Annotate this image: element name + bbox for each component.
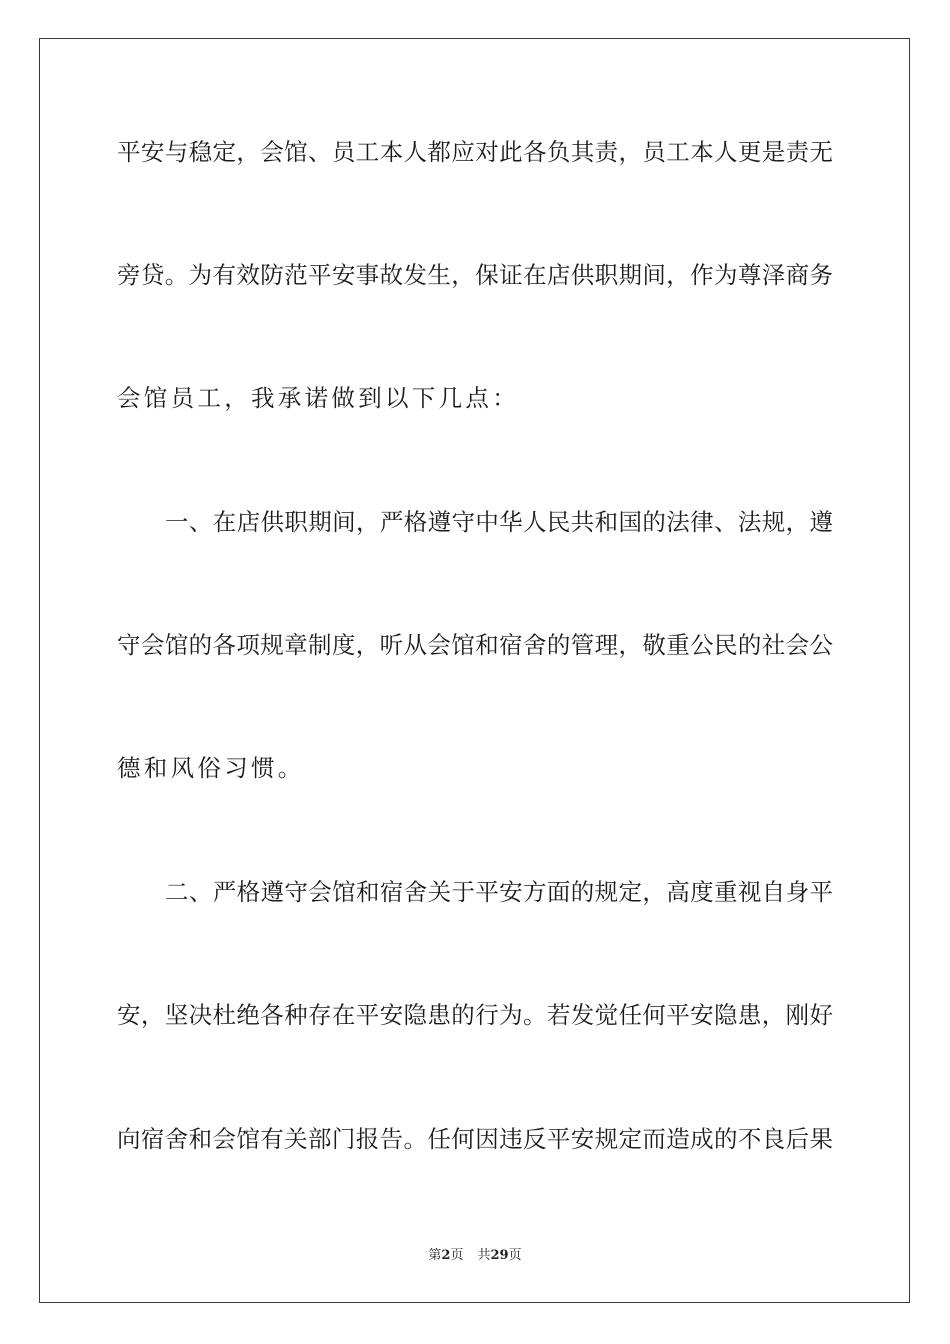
footer-page-prefix: 第 xyxy=(428,1248,442,1263)
paragraph-1-line-3: 德和风俗习惯。 xyxy=(117,754,305,782)
body-line-2: 旁贷。为有效防范平安事故发生，保证在店供职期间，作为尊泽商务 xyxy=(117,261,833,289)
footer-page-number: 2 xyxy=(441,1248,451,1263)
paragraph-2-line-3: 向宿舍和会馆有关部门报告。任何因违反平安规定而造成的不良后果 xyxy=(117,1125,833,1153)
footer-total-pages: 29 xyxy=(490,1248,509,1263)
paragraph-2-line-2: 安，坚决杜绝各种存在平安隐患的行为。若发觉任何平安隐患，刚好 xyxy=(117,1001,833,1029)
paragraph-2-line-1: 二、严格遵守会馆和宿舍关于平安方面的规定，高度重视自身平 xyxy=(165,878,833,906)
footer-total-prefix: 共 xyxy=(477,1248,491,1263)
body-line-1: 平安与稳定，会馆、员工本人都应对此各负其责，员工本人更是责无 xyxy=(117,138,833,166)
paragraph-1-line-1: 一、在店供职期间，严格遵守中华人民共和国的法律、法规，遵 xyxy=(165,508,833,536)
paragraph-1-line-2: 守会馆的各项规章制度，听从会馆和宿舍的管理，敬重公民的社会公 xyxy=(117,631,833,659)
footer-page-suffix: 页 xyxy=(450,1248,464,1263)
page-footer xyxy=(0,1247,950,1265)
body-line-3: 会馆员工，我承诺做到以下几点： xyxy=(117,384,519,412)
page-border xyxy=(39,38,910,1303)
footer-total-suffix: 页 xyxy=(508,1248,522,1263)
